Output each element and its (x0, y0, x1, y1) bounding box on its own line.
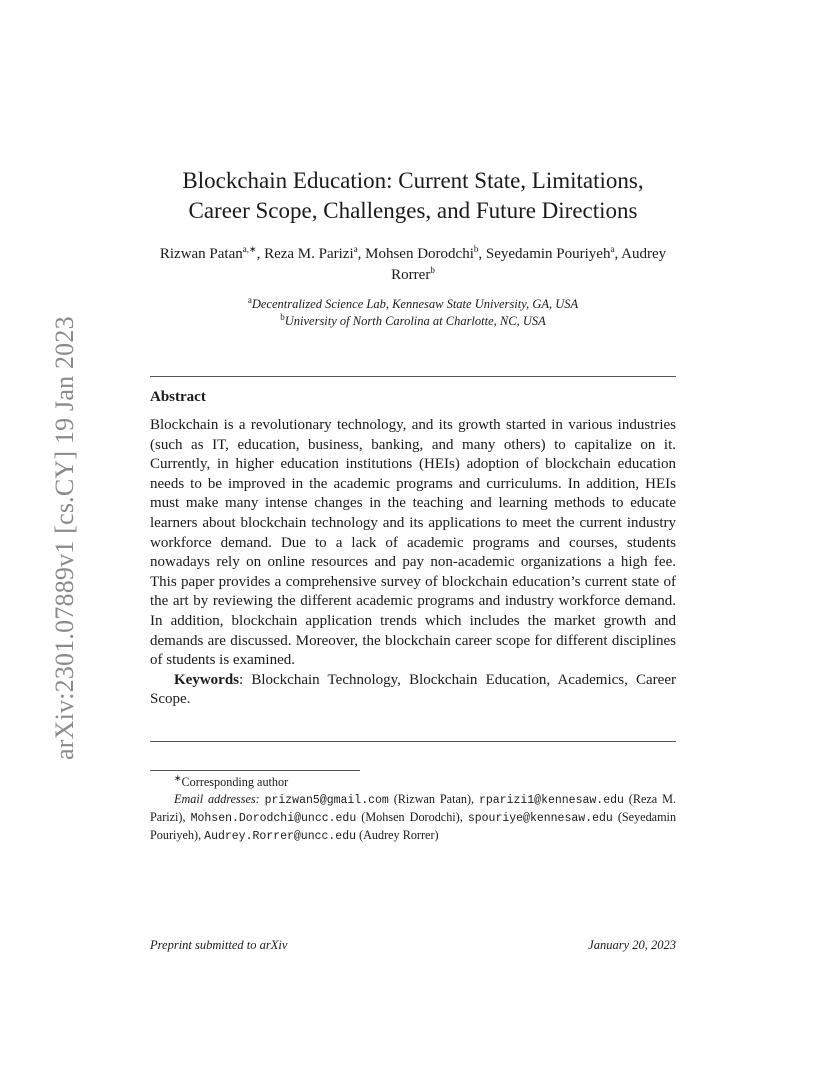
arxiv-identifier-text: arXiv:2301.07889v1 [cs.CY] 19 Jan 2023 (50, 316, 79, 760)
title-line-2: Career Scope, Challenges, and Future Directions (188, 198, 638, 223)
affiliation-a: $^a$Decentralized Science Lab, Kennesaw State University, GA, USA (247, 294, 579, 311)
email-5[interactable]: Audrey.Rorrer@uncc.edu (204, 830, 356, 843)
author-4: Seyedamin Pouriyeh$^a$ (485, 244, 615, 262)
email-1[interactable]: prizwan5@gmail.com (264, 794, 389, 807)
keywords-text: : Blockchain Technology, Blockchain Education, Academics, Career Scope. (150, 671, 676, 708)
footnote (150, 774, 676, 845)
affiliation-b: $^b$University of North Carolina at Charlotte, NC, USA (280, 311, 546, 328)
preprint-note: Preprint submitted to arXiv (150, 938, 288, 952)
submission-date: January 20, 2023 (588, 938, 676, 952)
email-2[interactable]: rparizi1@kennesaw.edu (478, 794, 624, 807)
email-addresses: Email addresses: prizwan5@gmail.com (Rizwan Patan), rparizi1@kennesaw.edu (Reza M. Parizi), Mohsen.Dorodchi@uncc.edu (Mohsen Dorodchi), spouriye@kennesaw.edu (Seyedamin Pouriyeh), Audrey.Rorrer@uncc.edu (Audrey Rorrer) (150, 792, 677, 843)
email-3[interactable]: Mohsen.Dorodchi@uncc.edu (190, 812, 357, 825)
footnote-rule (150, 770, 360, 771)
paper-title (150, 166, 676, 226)
author-1: Rizwan Patan$^{a,∗}$ (159, 244, 257, 262)
affiliations (150, 296, 676, 330)
abstract-text: Blockchain is a revolutionary technology, and its growth started in various industries (such as IT, education, business, banking, and many others) to capitalize on it. Currently, in higher education institutions (HEIs) adoption of blockchain education needs to be improved in the academic programs and curriculums. In addition, HEIs must make many intense changes in the teaching and learning methods to educate learners about blockchain technology and its applications to meet the current industry workforce demand. Due to a lack of academic programs and courses, students nowadays rely on online resources and pay non-academic organizations a high fee. This paper provides a comprehensive survey of blockchain education’s current state of the art by reviewing the different academic programs and industry workforce demand. In addition, blockchain application trends which includes the market growth and demands are discussed. Moreover, the blockchain career scope for different disciplines of students is examined. (150, 417, 676, 669)
arxiv-identifier (22, 290, 79, 760)
author-5: Audrey Rorrer$^b$ (391, 246, 667, 283)
abstract-top-rule (150, 376, 676, 377)
abstract-heading: Abstract (150, 389, 206, 405)
corresponding-author-note: ∗Corresponding author (174, 772, 289, 789)
keywords-label: Keywords (174, 671, 239, 688)
author-2: Reza M. Parizi$^a$ (264, 244, 358, 262)
abstract-bottom-rule (150, 741, 676, 742)
abstract-body (150, 416, 676, 710)
author-3: Mohsen Dorodchi$^b$ (365, 244, 479, 262)
author-list: Rizwan Patan$^{a,∗}$, Reza M. Parizi$^a$, Mohsen Dorodchi$^b$, Seyedamin Pouriyeh$^a$, Audrey Rorrer$^b$ (159, 244, 667, 283)
email-4[interactable]: spouriye@kennesaw.edu (467, 812, 613, 825)
keywords (150, 671, 676, 710)
title-line-1: Blockchain Education: Current State, Limitations, (182, 168, 644, 193)
